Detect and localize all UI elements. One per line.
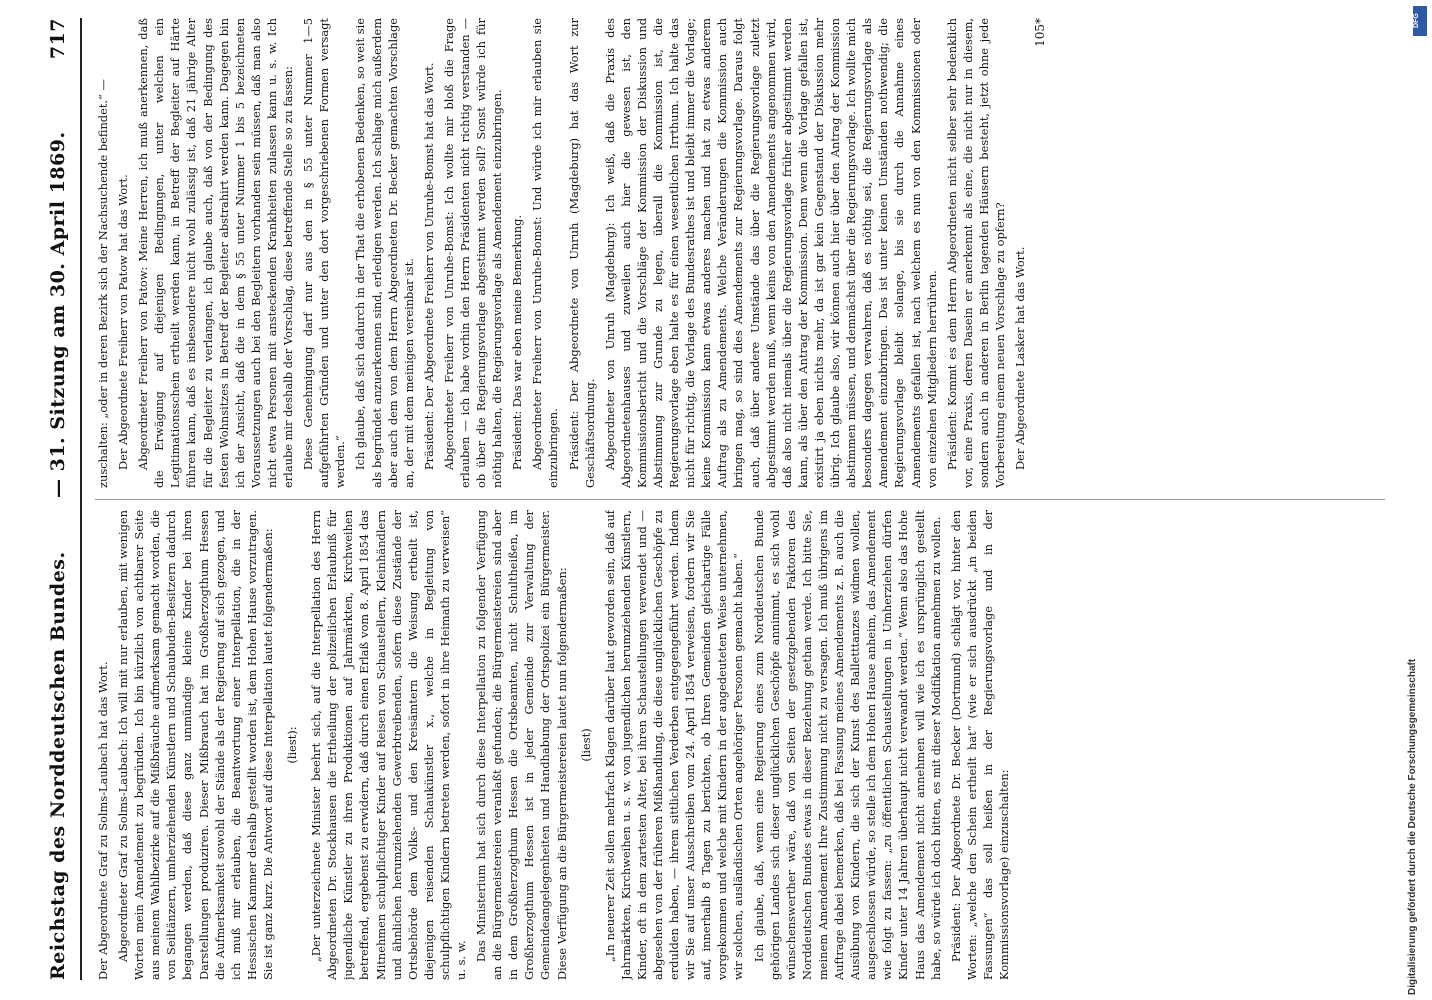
paragraph: Präsident: Das war eben meine Bemerkung. <box>510 215 525 470</box>
paragraph: Präsident: Der Abgeordnete von Unruh (Magdeburg) hat das Wort zur Geschäftsordnung. <box>566 18 597 488</box>
header-session: — 31. Sitzung am 30. April 1869. <box>47 131 69 498</box>
paragraph: (liest): <box>285 726 300 764</box>
dfg-logo: DFG <box>1413 6 1427 36</box>
paragraph: Abgeordneter Graf zu Solms-Laubach: Ich will mit nur erlauben, mit wenigen Worten mein Amendement zu begründen. Ich bin kürzlich von achtbarer Seite aus meinem Wahlbezirke auf die Mißbräuche aufmerksam gemacht worden, die von Seiltänzern, umherziehenden Künstlern und Schaubuden-Besitzern dadurch begangen werden, daß diese ganz unmündige kleine Kinder bei ihren Darstellungen produziren. Dieser Mißbrauch hat im Großherzogthum Hessen die Aufmerksamkeit sowohl der Stände als der Regierung auf sich gezogen, und ich muß mir erlauben, die Beantwortung einer Interpellation, die in der Hessischen Kammer deshalb gestellt worden ist, dem Hohen Hause vorzutragen. Sie ist ganz kurz. Die Antwort auf diese Interpellation lautet folgendermaßen: <box>116 510 275 980</box>
paragraph: „In neuerer Zeit sollen mehrfach Klagen darüber laut geworden sein, daß auf Jahrmärkten, Kirchweihen u. s. w. von jugendlichen herumziehenden Künstlern, Kinder, oft in dem zartesten Alter, bei ihren Schaustellungen verwendet und — abgesehen von der früheren Mißhandlung, die diese unglücklichen Geschöpfe zu erdulden haben, — ihrem sittlichen Verderben entgegengeführt werden. Indem wir Sie auf unser Ausschreiben vom 24. April 1854 verweisen, fordern wir Sie auf, innerhalb 8 Tagen zu berichten, ob Ihren Gemeinden gleichartige Fälle vorgekommen und welche mit Kindern in der angedeuteten Weise unternehmen, wir solchen, ausländischen Orten angehöriger Personen gemacht haben.“ <box>602 510 746 980</box>
paragraph: Präsident: Kommt es dem Herrn Abgeordneten nicht selber sehr bedenklich vor, eine Praxis, deren Dasein er anerkennt als eine, die nicht nur in diesem, sondern auch in anderen in Berlin tagenden Häusern besteht, jetzt ohne jede Vorbereitung einem neuen Vorschlage zu opfern? <box>944 18 1007 488</box>
left-column <box>95 510 1385 980</box>
paragraph: zuschalten: „oder in deren Bezirk sich der Nachsuchende befindet.“ — <box>96 79 110 488</box>
paragraph: (liest) <box>578 728 593 762</box>
page-header <box>38 18 78 980</box>
right-column <box>95 18 1385 488</box>
dfg-sideline <box>1406 0 1432 1000</box>
paragraph: Das Ministerium hat sich durch diese Interpellation zu folgender Verfügung an die Bürgermeistereien veranlaßt gefunden; die Bürgermeistereien sind aber in dem Großherzogthum Hessen die Ortsbeamten, nicht Schultheißen, im Großherzogthum Hessen ist in jeder Gemeinde zur Verwaltung der Gemeindeangelegenheiten und Handhabung der Ortspolizei ein Bürgermeister. Diese Verfügung an die Bürgermeistereien lautet nun folgendermaßen: <box>474 510 569 980</box>
paragraph: Diese Genehmigung darf nur aus den in § 55 unter Nummer 1—5 aufgeführten Gründen und unter den dort vorgeschriebenen Formen versagt werden.“ <box>301 18 348 488</box>
paragraph: Der Abgeordnete Freiherr von Patow hat das Wort. <box>116 174 131 470</box>
paragraph: Abgeordneter Freiherr von Unruhe-Bomst: Und würde ich mir erlauben sie einzubringen. <box>530 18 561 488</box>
paragraph: Ich glaube, daß, wenn eine Regierung eines zum Norddeutschen Bunde gehörigen Landes sich dieser unglücklichen Geschöpfe annimmt, es sich wohl wünschenswerther wäre, daß von Seiten der gesetzgebenden Faktoren des Norddeutschen Bundes etwas in dieser Beziehung gethan werde. Ich bitte Sie, meinem Amendement Ihre Zustimmung nicht zu versagen. Ich muß übrigens im Auftrage dabei bemerken, daß bei Fassung meines Amendements z. B. auch die Ausübung von Kindern, die sich der Kunst des Balletttanzes widmen wollen, ausgeschlossen würde, so stelle ich dem Hohen Hause anheim, das Amendement wie folgt zu fassen: „zu öffentlichen Schaustellungen in Umherziehen dürfen Kinder unter 14 Jahren überhaupt nicht verwandt werden.“ Wenn also das Hohe Haus das Amendement nicht annehmen will wie ich es ursprünglich gestellt habe, so würde ich doch bitten, es mit dieser Modifikation annehmen zu wollen. <box>751 510 943 980</box>
column-divider <box>95 499 1385 500</box>
paragraph: Präsident: Der Abgeordnete Dr. Becker (Dortmund) schlägt vor, hinter den Worten: „welche den Schein ertheilt hat“ (wie er sich ausdrückt „in beiden Fassungen“ das soll heißen in der Regierungsvorlage und in der Kommissionsvorlage) einzuschalten: <box>948 510 1011 980</box>
paragraph: Der Abgeordnete Lasker hat das Wort. <box>1013 246 1028 470</box>
paragraph: Abgeordneter Freiherr von Unruhe-Bomst: Ich wollte mir bloß die Frage erlauben — ich habe vorhin den Herrn Präsidenten nicht richtig verstanden — ob über die Regierungsvorlage abgestimmt werden soll? Sonst würde ich für nöthig halten, die Regierungsvorlage als Amendement einzubringen. <box>441 18 505 488</box>
paragraph: „Der unterzeichnete Minister beehrt sich, auf die Interpellation des Herrn Abgeordneten Dr. Stockhausen die Ertheilung der polizeilichen Erlaubniß für jugendliche Künstler zu ihren Produktionen auf Jahrmärkten, Kirchweihen betreffend, ergebenst zu erwidern, daß durch einen Erlaß vom 8. April 1854 das Mitnehmen schulpflichtiger Kinder auf Reisen von Schaustellern, Kleinhändlern und ähnlichen herumziehenden Gewerbtreibenden, sofern diese Zustände der Ortsbehörde dem Volks- und den Kreisämtern die Weisung ertheilt ist, diejenigen reisenden Schaukünstler x., welche in Begleitung von schulpflichtigen Kindern betreten werden, sofort in ihre Heimath zu verweisen“ u. s. w. <box>309 510 468 980</box>
paragraph: Präsident: Der Abgeordnete Freiherr von Unruhe-Bomst hat das Wort. <box>421 62 436 470</box>
paragraph: Abgeordneter von Unruh (Magdeburg): Ich weiß, daß die Praxis des Abgeordnetenhauses und zuweilen auch hier die gewesen ist, den Kommissionsbericht und die Vorschläge der Kommission der Diskussion und Abstimmung zur Grunde zu legen, überall die Kommission ist, die Regierungsvorlage eben halte es für einen wesentlichen Irrthum. Ich halte das nicht für richtig, die Vorlage des Bundesrathes ist und bleibt immer die Vorlage; keine Kommission kann etwas anderes machen und hat zu etwas anderem Auftrag als zu Amendements. Welche Veränderungen die Kommission auch bringen mag, so sind dies Amendements zur Regierungsvorlage. Daraus folgt auch, daß über andere Umstände das über die Regierungsvorlage zuletzt abgestimmt werden muß, wenn keins von den Amendements angenommen wird, daß also nicht niemals über die Regierungsvorlage früher abgestimmt werden kann, als über den Antrag der Kommission. Denn wenn die Vorlage gefallen ist, existirt ja eben nichts mehr, da ist gar kein Gegenstand der Diskussion mehr übrig. Ich glaube also, wir können auch hier über den Antrag der Kommission abstimmen müssen, und demnächst über die Regierungsvorlage. Ich wollte mich besonders dagegen verwahren, daß es nöthig sei, die Regierungsvorlage als Amendement einzubringen. Das ist unter keinen Umständen nothwendig; die Regierungsvorlage bleibt solange, bis sie durch die Annahme eines Amendements gefallen ist, nach welchem es nun von den Kommissionen oder von einzelnen Mitgliedern herrühren. <box>602 18 939 488</box>
paragraph: Ich glaube, daß sich dadurch in der That die erhobenen Bedenken, so weit sie als begründet anzuerkennen sind, erledigen werden. Ich schlage mich außerdem aber auch dem von dem Herrn Abgeordneten Dr. Becker gemachten Vorschlage an, der mit dem meinigen vereinbar ist. <box>353 18 416 488</box>
header-left: Reichstag des Norddeutschen Bundes. <box>47 551 69 980</box>
paragraph: Der Abgeordnete Graf zu Solms-Laubach hat das Wort. <box>96 661 110 980</box>
page-number: 717 <box>47 18 69 60</box>
dfg-credit-text: Digitalisierung gefördert durch die Deutsche Forschungsgemeinschaft <box>1407 658 1418 995</box>
header-rule <box>80 18 82 980</box>
signature-mark: 105* <box>1033 18 1048 47</box>
paragraph: Abgeordneter Freiherr von Patow: Meine Herren, ich muß anerkennen, daß die Erwägung auf diejenigen Bedingungen, unter welchen ein Legitimationsschein ertheilt werden kann, in Betreff der Begleiter auf Härte führen kann, daß es insbesondere nicht wohl zulässig ist, daß 21 jährige Alter für die Begleiter zu verlangen, ich glaube auch, daß von der Bedingung des festen Wohnsitzes in Betreff der Begleiter abstrahirt werden kann. Dagegen bin ich der Ansicht, daß die in dem § 55 unter Nummer 1 bis 5 bezeichneten Voraussetzungen auch bei den Begleitern vorhanden sein müssen, daß man also nicht etwa Personen mit ansteckenden Krankheiten zulassen kann u. s. w. Ich erlaube mir deshalb der Vorschlag, diese betreffende Stelle so zu fassen: <box>136 18 296 488</box>
